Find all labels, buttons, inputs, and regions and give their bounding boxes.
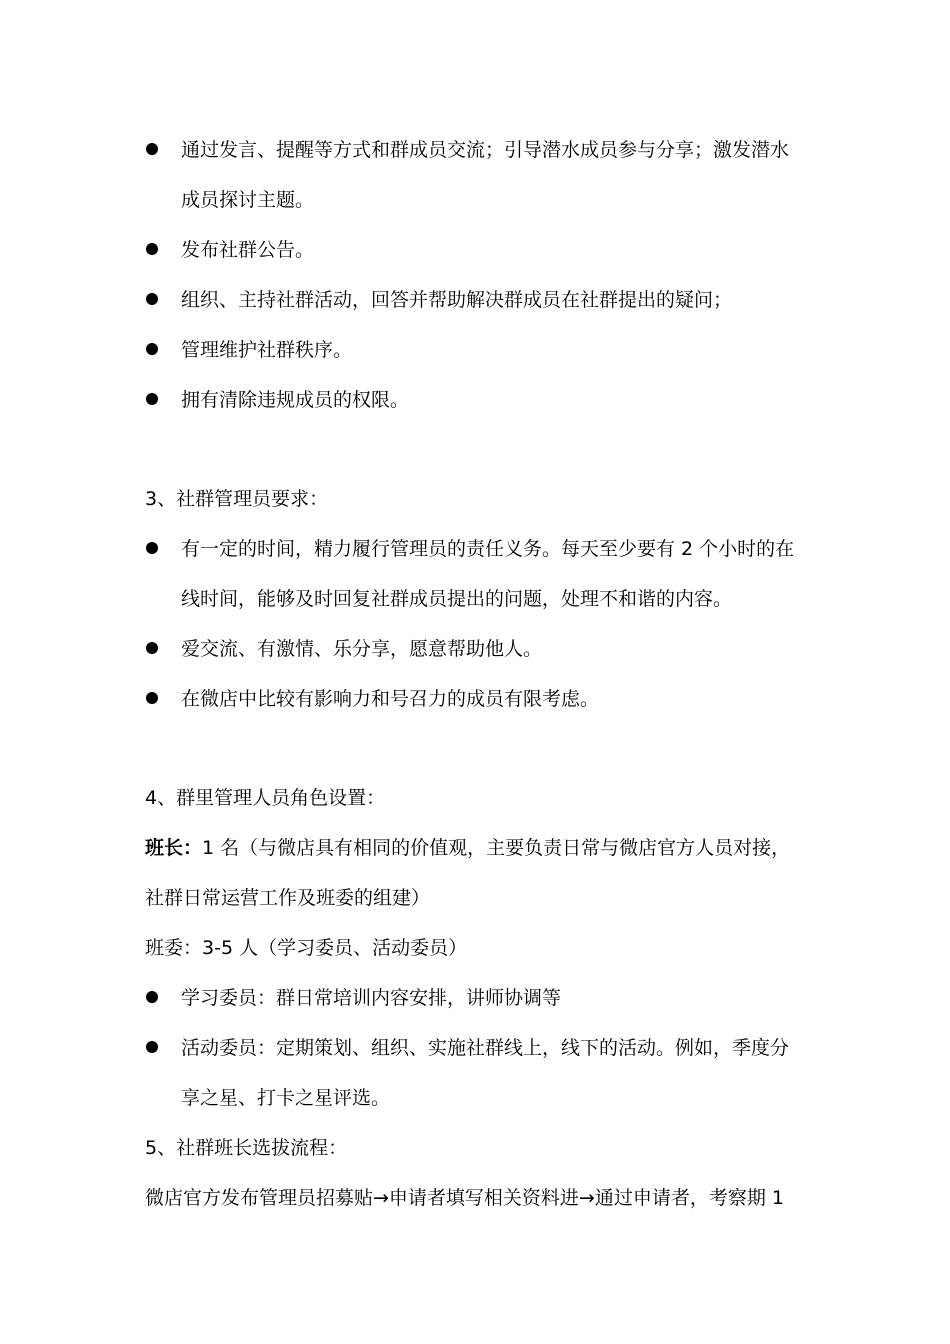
- bullet-dot: [146, 343, 158, 355]
- bullet-text: 组织、主持社群活动，回答并帮助解决群成员在社群提出的疑问；: [181, 289, 733, 311]
- bullet-dot: [146, 642, 158, 654]
- bullet-dot: [146, 542, 158, 554]
- monitor-paragraph-continued: 社群日常运营工作及班委的组建）: [145, 887, 431, 909]
- bullet-text: 管理维护社群秩序。: [181, 339, 353, 361]
- bullet-dot: [146, 243, 158, 255]
- bullet-text-continued: 线时间，能够及时回复社群成员提出的问题，处理不和谐的内容。: [181, 588, 733, 610]
- bullet-text-continued: 成员探讨主题。: [181, 189, 315, 211]
- bullet-dot: [146, 991, 158, 1003]
- monitor-label: 班长：: [145, 837, 203, 859]
- bullet-dot: [146, 143, 158, 155]
- bullet-text-continued: 享之星、打卡之星评选。: [181, 1087, 391, 1109]
- bullet-text: 爱交流、有激情、乐分享，愿意帮助他人。: [181, 638, 543, 660]
- bullet-text: 活动委员：定期策划、组织、实施社群线上，线下的活动。例如，季度分: [181, 1037, 790, 1059]
- bullet-dot: [146, 293, 158, 305]
- monitor-paragraph: [145, 836, 825, 860]
- monitor-text: 1 名（与微店具有相同的价值观，主要负责日常与微店官方人员对接，: [202, 837, 791, 859]
- section-heading: 4、群里管理人员角色设置：: [145, 787, 386, 809]
- bullet-dot: [146, 692, 158, 704]
- bullet-dot: [146, 393, 158, 405]
- process-text: 微店官方发布管理员招募贴→申请者填写相关资料进→通过申请者，考察期 1: [145, 1187, 784, 1209]
- bullet-dot: [146, 1041, 158, 1053]
- bullet-text: 发布社群公告。: [181, 239, 315, 261]
- bullet-text: 有一定的时间，精力履行管理员的责任义务。每天至少要有 2 个小时的在: [181, 538, 795, 560]
- bullet-text: 拥有清除违规成员的权限。: [181, 389, 410, 411]
- committee-text: 班委：3-5 人（学习委员、活动委员）: [145, 937, 468, 959]
- section-heading: 5、社群班长选拔流程：: [145, 1137, 348, 1159]
- bullet-text: 通过发言、提醒等方式和群成员交流；引导潜水成员参与分享；激发潜水: [181, 139, 790, 161]
- bullet-text: 在微店中比较有影响力和号召力的成员有限考虑。: [181, 688, 600, 710]
- section-heading: 3、社群管理员要求：: [145, 488, 329, 510]
- bullet-text: 学习委员：群日常培训内容安排，讲师协调等: [181, 987, 562, 1009]
